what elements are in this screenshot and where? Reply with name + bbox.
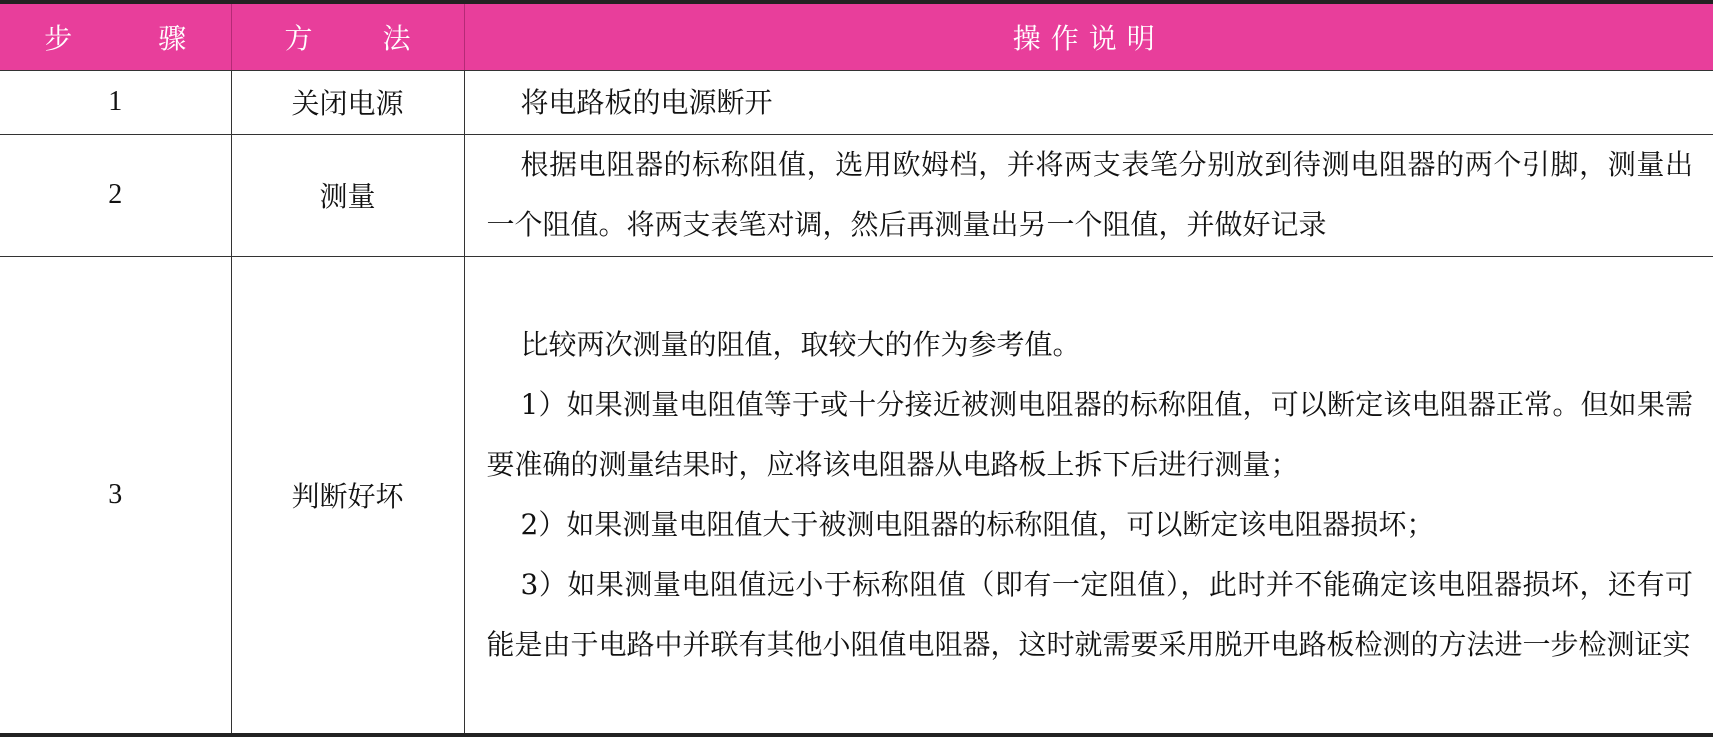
description-paragraph: 将电路板的电源断开 xyxy=(520,85,773,119)
table-body xyxy=(0,70,1713,735)
header-method xyxy=(231,2,464,70)
header-step xyxy=(0,2,231,70)
table-row xyxy=(0,134,1713,256)
step-method: 关闭电源 xyxy=(231,70,464,134)
description-paragraph: 3）如果测量电阻值远小于标称阻值（即有一定阻值），此时并不能确定该电阻器损坏，还有可能是由于电路中并联有其他小阻值电阻器，这时就需要采用脱开电路板检测的方法进一步检测证实 xyxy=(486,567,1693,661)
step-number: 2 xyxy=(0,134,231,256)
description-paragraph: 2）如果测量电阻值大于被测电阻器的标称阻值，可以断定该电阻器损坏； xyxy=(520,507,1435,541)
step-description xyxy=(464,256,1713,735)
step-method: 判断好坏 xyxy=(231,256,464,735)
table-row xyxy=(0,256,1713,735)
description-paragraph: 1）如果测量电阻值等于或十分接近被测电阻器的标称阻值，可以断定该电阻器正常。但如果需要准确的测量结果时，应将该电阻器从电路板上拆下后进行测量； xyxy=(486,387,1693,481)
table-row xyxy=(0,70,1713,134)
header-method-char-1: 方 xyxy=(284,21,313,55)
header-description: 操作说明 xyxy=(464,2,1713,70)
step-description xyxy=(464,134,1713,256)
table-header xyxy=(0,2,1713,70)
header-step-char-2: 骤 xyxy=(158,21,187,55)
description-paragraph: 比较两次测量的阻值，取较大的作为参考值。 xyxy=(520,327,1081,361)
step-number: 1 xyxy=(0,70,231,134)
step-description xyxy=(464,70,1713,134)
header-step-char-1: 步 xyxy=(44,21,73,55)
description-paragraph: 根据电阻器的标称阻值，选用欧姆档，并将两支表笔分别放到待测电阻器的两个引脚，测量出一个阻值。将两支表笔对调，然后再测量出另一个阻值，并做好记录 xyxy=(486,148,1693,241)
step-method: 测量 xyxy=(231,134,464,256)
step-number: 3 xyxy=(0,256,231,735)
header-method-char-2: 法 xyxy=(382,21,411,55)
header-row xyxy=(0,2,1713,70)
